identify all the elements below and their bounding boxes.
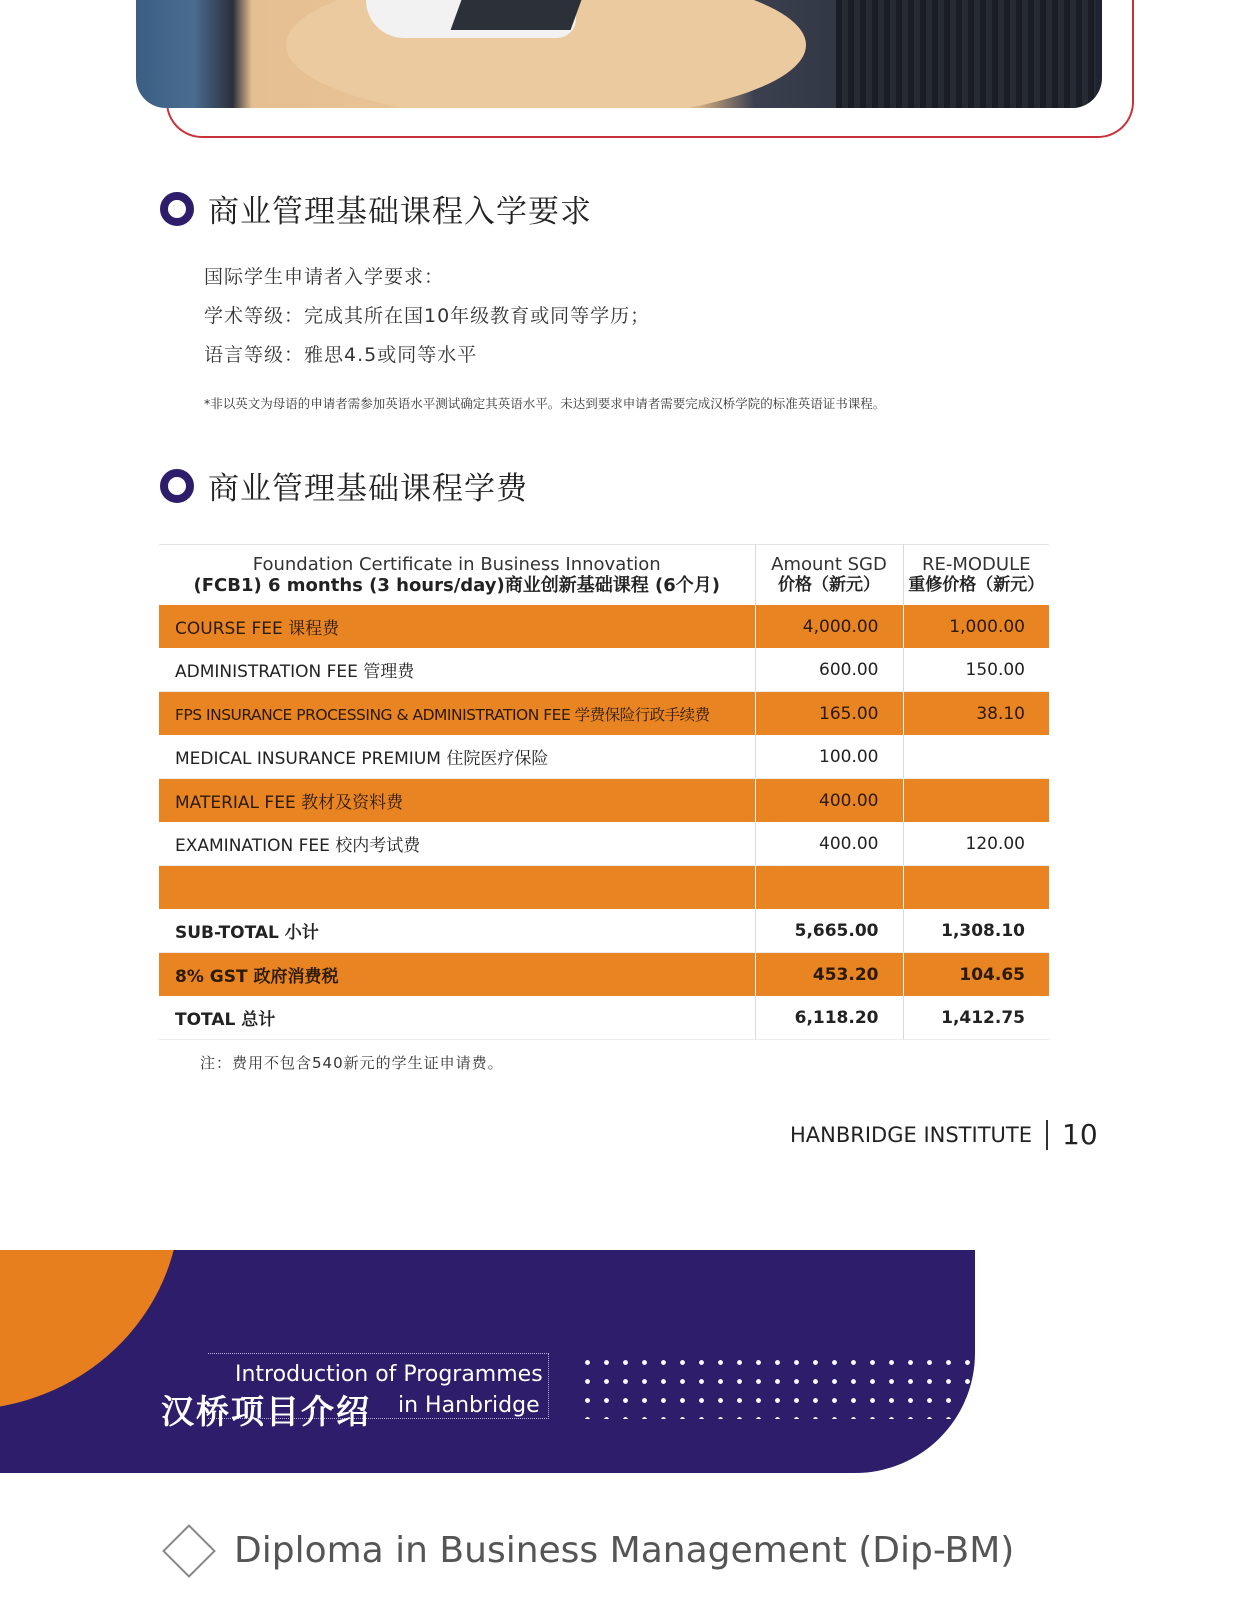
fee-amount: 5,665.00 (755, 909, 903, 953)
fee-label: ADMINISTRATION FEE 管理费 (159, 648, 755, 692)
fee-amount: 453.20 (755, 953, 903, 997)
fee-remodule (903, 735, 1049, 779)
next-section-title (160, 1530, 1014, 1571)
ring-bullet-icon (160, 192, 194, 226)
fee-amount: 400.00 (755, 822, 903, 866)
next-section-title-text: Diploma in Business Management (Dip-BM) (234, 1530, 1015, 1571)
table-row (159, 692, 1049, 736)
table-row (159, 648, 1049, 692)
requirement-line: 国际学生申请者入学要求： (204, 266, 445, 288)
table-row (159, 735, 1049, 779)
fee-remodule: 1,308.10 (903, 909, 1049, 953)
section-title-requirements (160, 186, 592, 231)
banner-dot-pattern (578, 1353, 975, 1419)
page-number: 10 (1062, 1118, 1098, 1151)
fee-label: EXAMINATION FEE 校内考试费 (159, 822, 755, 866)
banner-en-line2: in Hanbridge (398, 1393, 540, 1418)
fee-label: FPS INSURANCE PROCESSING & ADMINISTRATION FEE 学费保险行政手续费 (159, 692, 755, 736)
fee-remodule (903, 779, 1049, 823)
fee-label: MEDICAL INSURANCE PREMIUM 住院医疗保险 (159, 735, 755, 779)
table-row (159, 605, 1049, 648)
banner-zh-title: 汉桥项目介绍 (161, 1392, 371, 1431)
fee-remodule: 150.00 (903, 648, 1049, 692)
table-row-gst (159, 953, 1049, 997)
fee-table (159, 544, 1049, 1040)
fee-label: COURSE FEE 课程费 (159, 605, 755, 648)
fee-label: MATERIAL FEE 教材及资料费 (159, 779, 755, 823)
header-remodule (903, 545, 1049, 606)
fee-label: SUB-TOTAL 小计 (159, 909, 755, 953)
header-remodule-zh: 重修价格（新元） (908, 575, 1045, 595)
header-course-en: Foundation Certificate in Business Innovation (252, 554, 661, 575)
fee-remodule: 120.00 (903, 822, 1049, 866)
fee-amount: 4,000.00 (755, 605, 903, 648)
page-footer (790, 1118, 1098, 1151)
footer-brand-name: HANBRIDGE INSTITUTE (790, 1122, 1032, 1147)
table-row-empty (159, 866, 1049, 910)
fee-label: 8% GST 政府消费税 (159, 953, 755, 997)
section-title-text: 商业管理基础课程入学要求 (208, 194, 592, 230)
fee-amount: 165.00 (755, 692, 903, 736)
fee-amount (755, 866, 903, 910)
office-photo (136, 0, 1102, 108)
fee-remodule: 38.10 (903, 692, 1049, 736)
fee-amount: 100.00 (755, 735, 903, 779)
programmes-banner (0, 1250, 975, 1473)
photo-laptop (451, 0, 582, 30)
fee-remodule: 1,000.00 (903, 605, 1049, 648)
fee-table-header (159, 545, 1049, 606)
requirement-line: 语言等级：雅思4.5或同等水平 (204, 344, 478, 366)
header-course (159, 545, 755, 606)
ring-bullet-icon (160, 469, 194, 503)
header-amount-zh: 价格（新元） (778, 575, 880, 595)
fee-amount: 600.00 (755, 648, 903, 692)
banner-orange-arc (0, 1250, 180, 1410)
footer-divider (1046, 1120, 1048, 1150)
table-row-subtotal (159, 909, 1049, 953)
fee-amount: 400.00 (755, 779, 903, 823)
requirement-line: 学术等级：完成其所在国10年级教育或同等学历； (204, 305, 651, 327)
header-course-detail: (FCB1) 6 months (3 hours/day)商业创新基础课程 (6个月) (193, 575, 720, 596)
table-row-total (159, 996, 1049, 1040)
requirements-list (204, 262, 650, 379)
banner-en-line1: Introduction of Programmes (235, 1362, 543, 1387)
header-remodule-en: RE-MODULE (921, 554, 1031, 575)
requirements-footnote: *非以英文为母语的申请者需参加英语水平测试确定其英语水平。未达到要求申请者需要完成汉桥学院的标准英语证书课程。 (204, 396, 886, 411)
header-amount (755, 545, 903, 606)
section-title-text: 商业管理基础课程学费 (208, 471, 528, 507)
photo-chair (836, 0, 1096, 108)
fee-note: 注：费用不包含540新元的学生证申请费。 (200, 1054, 504, 1072)
fee-remodule: 104.65 (903, 953, 1049, 997)
fee-amount: 6,118.20 (755, 996, 903, 1040)
fee-label: TOTAL 总计 (159, 996, 755, 1040)
table-row (159, 822, 1049, 866)
fee-remodule (903, 866, 1049, 910)
fee-remodule: 1,412.75 (903, 996, 1049, 1040)
fee-label (159, 866, 755, 910)
header-amount-en: Amount SGD (771, 554, 887, 575)
table-row (159, 779, 1049, 823)
section-title-fees (160, 463, 528, 508)
diamond-icon (162, 1524, 216, 1578)
